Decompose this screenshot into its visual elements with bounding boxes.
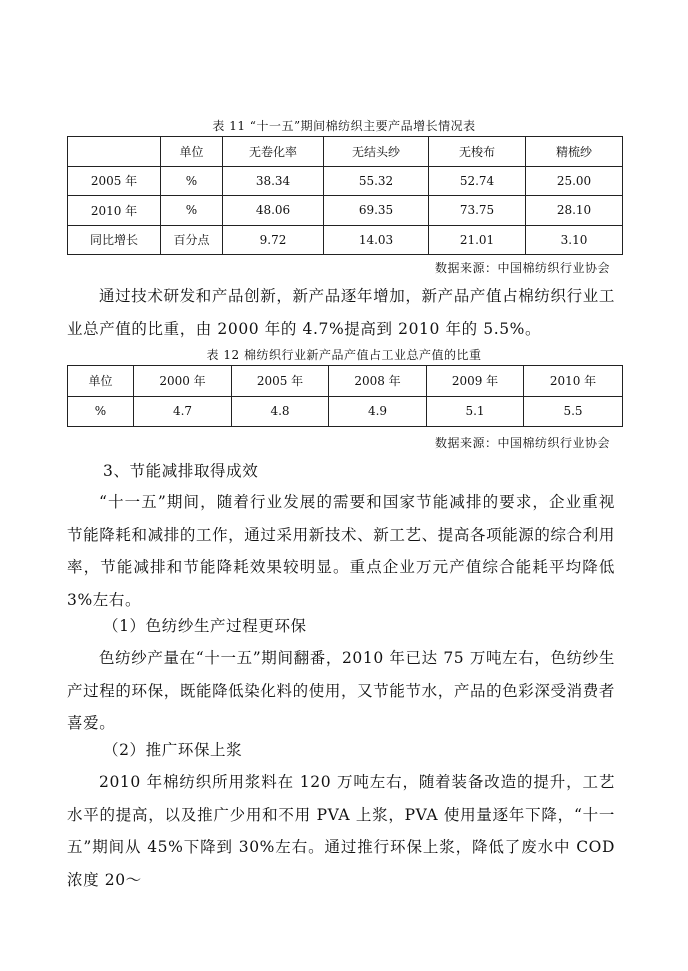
table12-header-row	[68, 366, 623, 397]
table-cell: 28.10	[526, 196, 623, 226]
subsection-heading: （2）推广环保上浆	[103, 741, 243, 759]
table-cell: 14.03	[324, 225, 429, 255]
paragraph: 色纺纱产量在“十一五”期间翻番，2010 年已达 75 万吨左右，色纺纱生产过程的环保，既能降低染化料的使用，又节能节水，产品的色彩深受消费者喜爱。	[67, 649, 615, 732]
table-cell: %	[68, 396, 134, 427]
table-header-cell: 2000 年	[134, 366, 232, 397]
table-cell: 5.1	[427, 396, 524, 427]
table-cell: 2010 年	[68, 196, 161, 226]
table-header-cell: 无梭布	[429, 137, 526, 167]
table-cell: 9.72	[223, 225, 324, 255]
table-cell: 55.32	[324, 166, 429, 196]
table-cell: 21.01	[429, 225, 526, 255]
table-cell: 5.5	[524, 396, 623, 427]
table-row	[68, 396, 623, 427]
section-heading: 3、节能减排取得成效	[103, 462, 259, 480]
table11-source: 数据来源：中国棉纺织行业协会	[434, 261, 610, 275]
table-header-cell: 2008 年	[329, 366, 427, 397]
table-cell: %	[161, 166, 223, 196]
table11	[67, 136, 623, 255]
table12-caption: 表 12 棉纺织行业新产品产值占工业总产值的比重	[206, 348, 482, 362]
subsection-heading: （1）色纺纱生产过程更环保	[103, 617, 307, 635]
paragraph: 2010 年棉纺织所用浆料在 120 万吨左右，随着装备改造的提升，工艺水平的提高，以及推广少用和不用 PVA 上浆，PVA 使用量逐年下降，“十一五”期间从 45%下降到 30%左右。通过推行环保上浆，降低了废水中 COD 浓度 20～	[67, 773, 615, 889]
table-cell: 38.34	[223, 166, 324, 196]
table-cell: 52.74	[429, 166, 526, 196]
table-cell: 4.7	[134, 396, 232, 427]
table-cell: 48.06	[223, 196, 324, 226]
table-row	[68, 166, 623, 196]
table-header-cell	[68, 137, 161, 167]
table-header-cell: 单位	[68, 366, 134, 397]
table11-caption: 表 11 “十一五”期间棉纺织主要产品增长情况表	[212, 119, 476, 133]
table-header-cell: 无卷化率	[223, 137, 324, 167]
table-header-cell: 无结头纱	[324, 137, 429, 167]
table-row	[68, 196, 623, 226]
table-header-cell: 2005 年	[232, 366, 329, 397]
table-cell: 百分点	[161, 225, 223, 255]
table-row	[68, 225, 623, 255]
table-header-cell: 精梳纱	[526, 137, 623, 167]
table-cell: 3.10	[526, 225, 623, 255]
paragraph: “十一五”期间，随着行业发展的需要和国家节能减排的要求，企业重视节能降耗和减排的工作，通过采用新技术、新工艺、提高各项能源的综合利用率，节能减排和节能降耗效果较明显。重点企业万元产值综合能耗平均降低3%左右。	[67, 493, 615, 609]
table-cell: 2005 年	[68, 166, 161, 196]
table-header-cell: 2009 年	[427, 366, 524, 397]
table11-header-row	[68, 137, 623, 167]
table-cell: 73.75	[429, 196, 526, 226]
table-cell: 25.00	[526, 166, 623, 196]
table12	[67, 365, 623, 427]
table-header-cell: 单位	[161, 137, 223, 167]
table-cell: 4.9	[329, 396, 427, 427]
table-cell: 69.35	[324, 196, 429, 226]
paragraph: 通过技术研发和产品创新，新产品逐年增加，新产品产值占棉纺织行业工业总产值的比重，由 2000 年的 4.7%提高到 2010 年的 5.5%。	[67, 287, 615, 338]
table-cell: 4.8	[232, 396, 329, 427]
table-header-cell: 2010 年	[524, 366, 623, 397]
table12-source: 数据来源：中国棉纺织行业协会	[434, 436, 610, 450]
table-cell: 同比增长	[68, 225, 161, 255]
table-cell: %	[161, 196, 223, 226]
